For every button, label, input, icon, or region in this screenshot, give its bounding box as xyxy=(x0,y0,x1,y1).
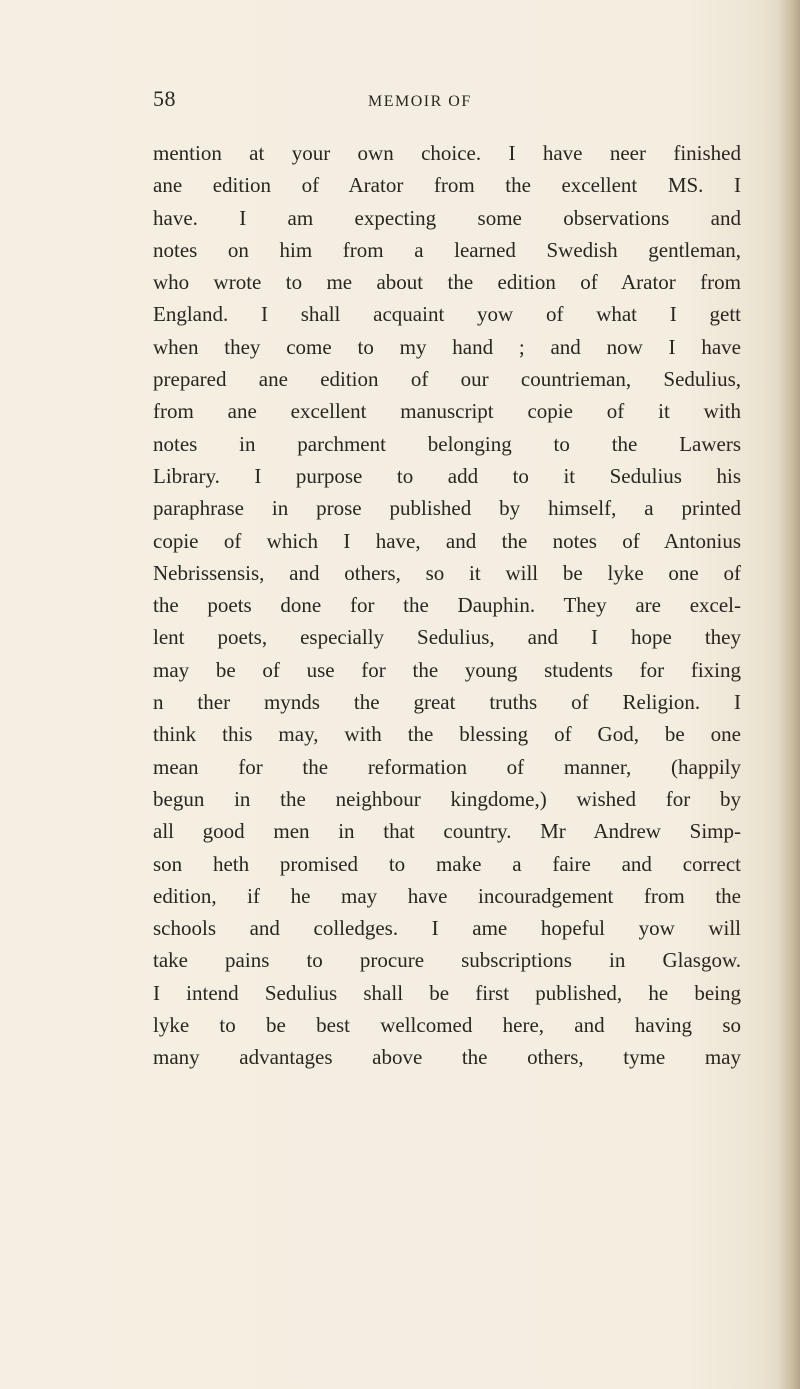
text-line: lent poets, especially Sedulius, and I hope they xyxy=(153,625,741,650)
text-line: begun in the neighbour kingdome,) wished for by xyxy=(153,786,741,811)
text-line: from ane excellent manuscript copie of it with xyxy=(153,399,741,424)
text-line: son heth promised to make a faire and correct xyxy=(153,851,741,876)
text-line: schools and colledges. I ame hopeful yow will xyxy=(153,916,741,941)
running-head: MEMOIR OF xyxy=(368,93,472,110)
text-line: England. I shall acquaint yow of what I gett xyxy=(153,302,741,327)
text-line: n ther mynds the great truths of Religion. I xyxy=(153,690,741,715)
text-line: mean for the reformation of manner, (happily xyxy=(153,754,741,779)
text-line: prepared ane edition of our countrieman, Sedulius, xyxy=(153,367,741,392)
text-line: edition, if he may have incouradgement from the xyxy=(153,883,741,908)
text-line: think this may, with the blessing of God, be one xyxy=(153,722,741,747)
text-line: who wrote to me about the edition of Arator from xyxy=(153,270,741,295)
page-header xyxy=(153,86,743,122)
text-line: paraphrase in prose published by himself, a printed xyxy=(153,496,741,521)
page-edge-shadow xyxy=(778,0,800,1389)
page-number: 58 xyxy=(153,86,176,111)
text-line: all good men in that country. Mr Andrew Simp- xyxy=(153,819,741,844)
text-line: ane edition of Arator from the excellent MS. I xyxy=(153,173,741,198)
text-line: lyke to be best wellcomed here, and having so xyxy=(153,1013,741,1038)
text-line: have. I am expecting some observations and xyxy=(153,205,741,230)
text-line: may be of use for the young students for fixing xyxy=(153,657,741,682)
text-line: copie of which I have, and the notes of Antonius xyxy=(153,528,741,553)
text-line: many advantages above the others, tyme may xyxy=(153,1045,741,1070)
text-line: Library. I purpose to add to it Sedulius his xyxy=(153,463,741,488)
text-line: notes in parchment belonging to the Lawers xyxy=(153,431,741,456)
text-line: notes on him from a learned Swedish gentleman, xyxy=(153,237,741,262)
body-text xyxy=(153,137,741,1074)
text-line: the poets done for the Dauphin. They are excel- xyxy=(153,593,741,618)
text-line: when they come to my hand ; and now I have xyxy=(153,334,741,359)
text-line: take pains to procure subscriptions in Glasgow. xyxy=(153,948,741,973)
text-line: Nebrissensis, and others, so it will be lyke one of xyxy=(153,560,741,585)
text-line: I intend Sedulius shall be first published, he being xyxy=(153,980,741,1005)
text-line: mention at your own choice. I have neer finished xyxy=(153,141,741,165)
